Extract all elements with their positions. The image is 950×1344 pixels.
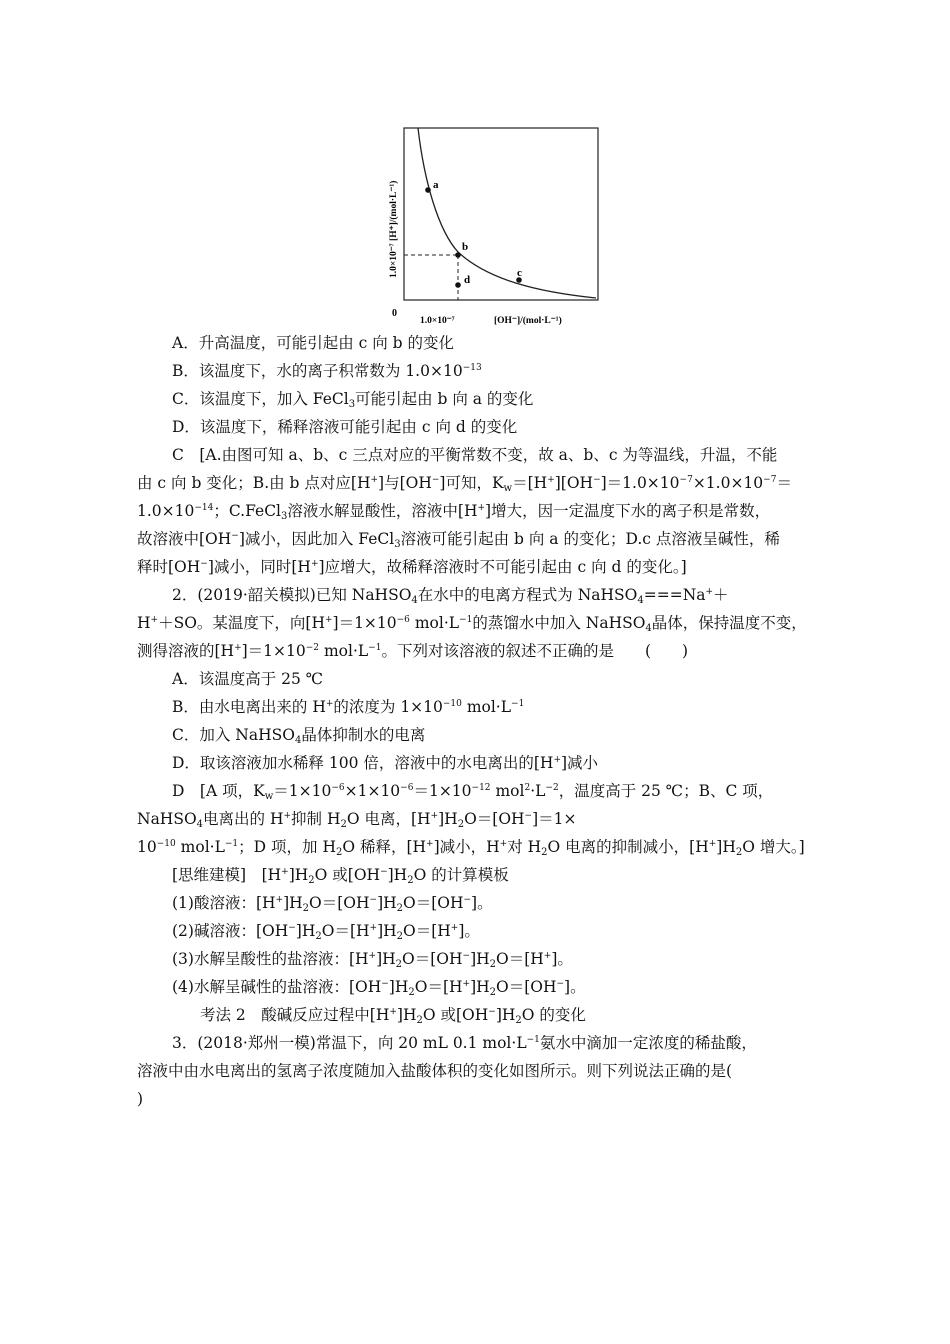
q2-answer-line-3: $10^{-10}$ $mol\cdot L^{-1}$；D 项，加 $H_2O$ 稀释，[H+]减小，H+对 $H_2O$ 电离的抑制减小，$[H^+]H_2O$ 增大。]: [137, 838, 805, 858]
label-d: d: [464, 274, 471, 286]
label-b: b: [462, 241, 469, 253]
q1-option-c: C．该温度下，加入 FeCl$_3$可能引起由 b 向 a 的变化: [172, 390, 534, 410]
label-c: c: [517, 267, 522, 279]
q2-answer-line-2: NaHSO$_4$电离出的 H+抑制 $H_2O$ 电离，$[H^+]H_2O=[OH^-]=1\times$: [137, 810, 577, 830]
point-d: [455, 282, 461, 288]
model-item-1: (1)酸溶液：$[H^+]H_2O=[OH^-]H_2O=[OH^-]$。: [172, 894, 493, 914]
q1-option-d: D．该温度下，稀释溶液可能引起由 c 向 d 的变化: [172, 418, 518, 436]
q1-answer-line-1: C [A.由图可知 a、b、c 三点对应的平衡常数不变，故 a、b、c 为等温线，升温，不能: [172, 446, 778, 464]
q3-stem-line-1: 3．(2018·郑州一模)常温下，向 20 mL 0.1 $mol\cdot L^{-1}$氨水中滴加一定浓度的稀盐酸，: [172, 1034, 757, 1052]
q1-answer-line-5: 释时[OH−]减小，同时[H+]应增大，故稀释溶液时不可能引起由 c 向 d 的变化。]: [137, 558, 687, 576]
label-a: a: [433, 179, 439, 191]
model-item-3: (3)水解呈酸性的盐溶液：$[H^+]H_2O=[OH^-]H_2O=[H^+]$。: [172, 950, 573, 970]
x-axis-label: [OH⁻]/(mol·L⁻¹): [494, 316, 562, 326]
q2-option-b: B．由水电离出来的 H+的浓度为 $1\times 10^{-10}$ $mol\cdot L^{-1}$: [172, 698, 525, 716]
ion-product-curve-figure: [378, 120, 608, 330]
q3-stem-line-3: ): [137, 1090, 144, 1108]
plot-frame: [404, 128, 598, 300]
q2-answer-line-1: D [A 项，$K_w=1\times 10^{-6}\times 1\times 10^{-6}=1\times 10^{-12}$ $mol^2\cdot L^{-2}$，温度高于 25 ℃；B、C 项，: [172, 782, 774, 802]
model-item-2: (2)碱溶液：$[OH^-]H_2O=[H^+]H_2O=[H^+]$。: [172, 922, 480, 942]
isotherm-curve: [418, 128, 596, 298]
q1-answer-line-2: 由 c 向 b 变化；B.由 b 点对应[H+]与[OH−]可知，$K_w=[H^+][OH^-]=1.0\times 10^{-7}\times 1.0\times 10^{-7}=$: [137, 474, 792, 494]
q1-option-b: B．该温度下，水的离子积常数为 $1.0\times 10^{-13}$: [172, 362, 482, 380]
q2-stem-line-3: 测得溶液的$[H^+]=1\times 10^{-2}$ $mol\cdot L^{-1}$。下列对该溶液的叙述不正确的是 ( ): [137, 642, 689, 660]
y-axis-label: 1.0×10⁻⁷ [H⁺]/(mol·L⁻¹): [389, 180, 399, 278]
q2-option-d: D．取该溶液加水稀释 100 倍，溶液中的水电离出的[H+]减小: [172, 754, 599, 772]
model-title: [思维建模] $[H^+]H_2O$ 或$[OH^-]H_2O$ 的计算模板: [172, 866, 509, 886]
section-heading: 考法 2 酸碱反应过程中$[H^+]H_2O$ 或$[OH^-]H_2O$ 的变化: [200, 1006, 586, 1026]
x-tick-label: 1.0×10⁻⁷: [420, 316, 455, 326]
point-b: [455, 252, 461, 258]
q2-stem-line-2: H+＋SO。某温度下，向$[H^+]=1\times 10^{-6}$ $mol\cdot L^{-1}$的蒸馏水中加入 NaHSO$_4$晶体，保持温度不变，: [137, 614, 807, 634]
origin-label: 0: [392, 308, 397, 319]
q2-stem-line-1: 2．(2019·韶关模拟)已知 NaHSO$_4$在水中的电离方程式为 NaHSO$_4$===Na+＋: [172, 586, 729, 606]
q3-stem-line-2: 溶液中由水电离出的氢离子浓度随加入盐酸体积的变化如图所示。则下列说法正确的是(: [137, 1062, 733, 1080]
q1-answer-line-4: 故溶液中[OH−]减小，因此加入 FeCl$_3$溶液可能引起由 b 向 a 的变化；D.c 点溶液呈碱性，稀: [137, 530, 780, 550]
point-a: [425, 187, 431, 193]
q1-answer-line-3: $1.0\times 10^{-14}$；C.FeCl$_3$溶液水解显酸性，溶液中[H+]增大，因一定温度下水的离子积是常数，: [137, 502, 771, 522]
q2-option-a: A．该温度高于 25 ℃: [172, 670, 324, 688]
q2-option-c: C．加入 NaHSO$_4$晶体抑制水的电离: [172, 726, 426, 746]
q1-option-a: A．升高温度，可能引起由 c 向 b 的变化: [172, 334, 455, 352]
model-item-4: (4)水解呈碱性的盐溶液：$[OH^-]H_2O=[H^+]H_2O=[OH^-]$。: [172, 978, 586, 998]
